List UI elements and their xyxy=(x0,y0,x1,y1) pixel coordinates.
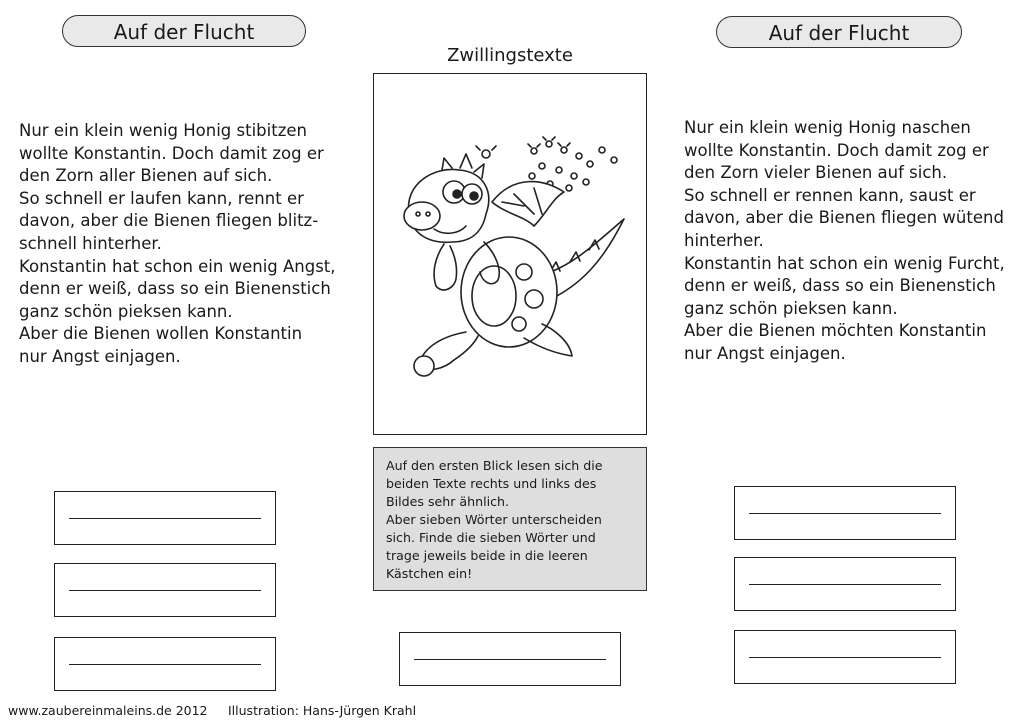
answer-line xyxy=(414,659,606,660)
answer-box-right-3[interactable] xyxy=(734,630,956,684)
left-title-pill xyxy=(62,15,306,47)
right-title-pill xyxy=(716,16,962,48)
answer-line xyxy=(749,584,941,585)
footer-website: www.zaubereinmaleins.de 2012 xyxy=(8,703,208,718)
left-story: Nur ein klein wenig Honig stibitzen wollte Konstantin. Doch damit zog er den Zorn aller Bienen auf sich. So schnell er laufen kann, rennt er davon, aber die Bienen fliegen blitz- schnell hinterher. Konstantin hat schon ein wenig Angst, denn er weiß, dass so ein Bienenstich ganz schön pieksen kann. Aber die Bienen wollen Konstantin nur Angst einjagen. xyxy=(19,121,336,366)
answer-box-right-1[interactable] xyxy=(734,486,956,540)
footer-credit: Illustration: Hans-Jürgen Krahl xyxy=(228,703,417,718)
dragon-illustration xyxy=(374,74,645,433)
answer-line xyxy=(749,657,941,658)
answer-line xyxy=(69,590,261,591)
instructions-box: Auf den ersten Blick lesen sich die beiden Texte rechts und links des Bildes sehr ähnlich. Aber sieben Wörter unterscheiden sich. Finde die sieben Wörter und trage jeweils beide in die leeren Kästchen ein! xyxy=(373,447,647,591)
answer-line xyxy=(749,513,941,514)
answer-line xyxy=(69,664,261,665)
illustration-frame xyxy=(373,73,647,435)
answer-box-left-1[interactable] xyxy=(54,491,276,545)
answer-line xyxy=(69,518,261,519)
answer-box-left-3[interactable] xyxy=(54,637,276,691)
answer-box-right-2[interactable] xyxy=(734,557,956,611)
answer-box-left-2[interactable] xyxy=(54,563,276,617)
center-heading: Zwillingstexte xyxy=(447,45,573,66)
bee-swarm xyxy=(476,137,617,191)
right-title: Auf der Flucht xyxy=(768,21,910,45)
left-title: Auf der Flucht xyxy=(113,20,255,44)
answer-box-center[interactable] xyxy=(399,632,621,686)
right-story: Nur ein klein wenig Honig naschen wollte Konstantin. Doch damit zog er den Zorn vieler Bienen auf sich. So schnell er rennen kann, saust er davon, aber die Bienen fliegen wütend hinterher. Konstantin hat schon ein wenig Furcht, denn er weiß, dass so ein Bienenstich ganz schön pieksen kann. Aber die Bienen möchten Konstantin nur Angst einjagen. xyxy=(684,118,1005,363)
